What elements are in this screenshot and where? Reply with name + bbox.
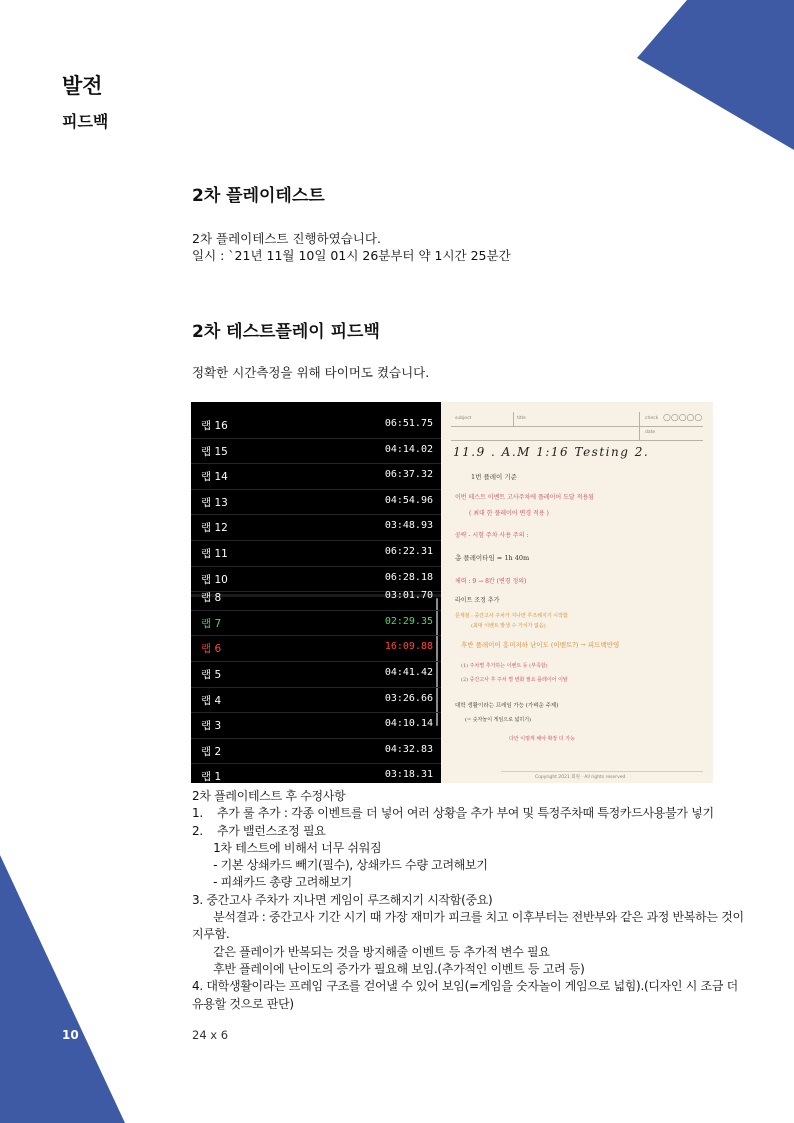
note-line: (1) 주차별 추가하는 이벤트 등 (부족함)	[461, 663, 548, 669]
note-line: (= 숫자놀이 게임으로 넓히기)	[465, 717, 531, 723]
lap-label: 랩 1	[201, 771, 222, 783]
lap-row	[191, 763, 441, 783]
lap-time: 16:09.88	[384, 641, 433, 653]
note-line: 총 플레이타임 = 1h 40m	[455, 554, 530, 562]
lap-row	[191, 738, 441, 765]
lap-label: 랩 15	[201, 445, 228, 458]
lap-label: 랩 16	[201, 420, 228, 432]
lap-time: 04:10.14	[384, 718, 433, 730]
revision-line: 유용할 것으로 판단)	[192, 996, 294, 1011]
page-code: 24 x 6	[192, 1028, 229, 1042]
lap-label: 랩 8	[201, 592, 222, 605]
note-line: 이번 테스트 이벤트 고사주차에 플레이어 도달 적용됨	[455, 494, 594, 501]
lap-time: 03:26.66	[384, 692, 433, 704]
stopwatch-screenshot	[191, 402, 441, 783]
revision-line: 1. 추가 룰 추가 : 각종 이벤트를 더 넣어 여러 상황을 추가 부여 및 특정주차때 특정카드사용불가 넣기	[192, 806, 714, 821]
lap-time: 03:48.93	[384, 520, 433, 532]
header-divider	[513, 412, 514, 426]
note-footer: Copyright 2021 회원 · All rights reserved	[535, 775, 626, 780]
revision-line: 분석결과 : 중간고사 기간 시기 때 가장 재미가 피크를 치고 이후부터는 전반부와 같은 과정 반복하는 것이	[192, 910, 744, 925]
lap-row	[191, 687, 441, 714]
revision-line: - 피쇄카드 총량 고려해보기	[192, 875, 352, 890]
note-line: ( 최대 한 플레이어 변경 적용 )	[469, 510, 549, 517]
handwritten-notes-image	[441, 402, 713, 783]
lap-time: 03:01.70	[384, 590, 433, 602]
lap-label: 랩 4	[201, 694, 222, 707]
lap-time: 04:54.96	[384, 494, 433, 506]
lap-label: 랩 7	[201, 617, 222, 630]
lap-label: 랩 14	[201, 471, 228, 484]
playtest-description	[192, 230, 511, 264]
section-title: 발전	[62, 74, 103, 98]
note-line: 후반 플레이어 흥미저하 난이도 (이벤트?) → 피드백반영	[461, 641, 620, 649]
playtest-heading: 2차 플레이테스트	[192, 186, 325, 206]
lap-label: 랩 13	[201, 496, 228, 509]
header-divider	[639, 412, 640, 440]
lap-label: 랩 3	[201, 720, 222, 733]
lap-label: 랩 11	[201, 548, 228, 560]
note-first-line: 11.9 . A.M 1:16 Testing 2.	[453, 445, 650, 459]
revisions-heading: 2차 플레이테스트 후 수정사항	[192, 789, 346, 803]
lap-row	[191, 540, 441, 567]
revision-line: 2. 추가 밸런스조정 필요	[192, 823, 326, 838]
lap-row	[191, 610, 441, 637]
note-line: 1번 플레이 기준	[471, 473, 517, 481]
feedback-heading: 2차 테스트플레이 피드백	[192, 322, 380, 342]
lap-time: 03:18.31	[384, 769, 433, 781]
revisions-list	[192, 788, 752, 1013]
note-line: 체력 : 9 → 8칸 (변경 정의)	[455, 578, 527, 585]
feedback-intro: 정확한 시간측정을 위해 타이머도 켰습니다.	[192, 365, 430, 380]
revision-line: 지루함.	[192, 927, 230, 942]
lap-time: 06:28.18	[384, 571, 433, 583]
lap-row	[191, 463, 441, 490]
lap-time: 06:51.75	[384, 418, 433, 429]
note-line: (2) 중간고사 후 주차 별 변화 필요 플레이어 이탈	[461, 677, 568, 683]
revision-line: 1차 테스트에 비해서 너무 쉬워짐	[192, 840, 382, 855]
note-line: 대학 생활이라는 프레임 가능 (가벼운 주제)	[455, 703, 559, 709]
header-rule	[451, 426, 703, 427]
lap-row	[191, 514, 441, 541]
note-line: (최대 이벤트 발생 수 가치가 없음)	[471, 623, 546, 629]
lap-row	[191, 489, 441, 516]
lap-row	[191, 661, 441, 688]
lap-time: 04:41.42	[384, 667, 433, 678]
note-line: 다만 이렇게 해야 확장 더 가능	[509, 736, 575, 742]
footer-rule	[501, 771, 703, 772]
lap-row	[191, 584, 441, 611]
lap-label: 랩 10	[201, 573, 228, 586]
corner-decoration-bottom-left	[0, 855, 125, 1123]
note-date-label: date	[645, 430, 656, 435]
lap-row	[191, 635, 441, 662]
revision-line: - 기본 상쇄카드 빼기(필수), 상쇄카드 수량 고려해보기	[192, 858, 488, 873]
revision-line: 3. 중간고사 주차가 지나면 게임이 루즈해지기 시작함(중요)	[192, 892, 493, 907]
revision-line: 4. 대학생활이라는 프레임 구조를 걷어낼 수 있어 보임(=게임을 숫자놀이 게임으로 넓힘).(디자인 시 조금 더	[192, 979, 738, 994]
note-subject-label: subject	[455, 416, 472, 421]
section-subtitle: 피드백	[62, 112, 109, 131]
playtest-line: 2차 플레이테스트 진행하였습니다.	[192, 231, 381, 246]
lap-time: 06:37.32	[384, 469, 433, 481]
note-line: 공략 - 시험 주차 사용 주의 :	[455, 532, 529, 539]
lap-label: 랩 6	[201, 643, 222, 656]
lap-label: 랩 5	[201, 669, 222, 681]
note-line: 문제점 : 중간고사 주차가 지나면 루즈해지기 시작함	[455, 613, 568, 619]
lap-time: 06:22.31	[384, 546, 433, 557]
header-rule	[451, 440, 703, 441]
revision-line: 같은 플레이가 반복되는 것을 방지해줄 이벤트 등 추가적 변수 필요	[192, 944, 550, 959]
lap-time: 04:14.02	[384, 443, 433, 455]
lap-row	[191, 438, 441, 465]
note-check-label: check	[645, 416, 659, 421]
check-circles-icon: ○○○○○	[663, 413, 703, 423]
lap-time: 04:32.83	[384, 743, 433, 755]
lap-label: 랩 12	[201, 522, 228, 535]
lap-row	[191, 712, 441, 739]
note-title-label: title	[517, 416, 526, 421]
note-line: 라이트 조정 추가	[455, 597, 500, 604]
lap-time: 02:29.35	[384, 615, 433, 627]
lap-row	[191, 412, 441, 439]
playtest-date-line: 일시 : `21년 11월 10일 01시 26분부터 약 1시간 25분간	[192, 248, 511, 263]
corner-decoration-top-right	[637, 0, 794, 150]
lap-label: 랩 2	[201, 745, 222, 758]
page-number: 10	[62, 1028, 79, 1042]
revision-line: 후반 플레이에 난이도의 증가가 필요해 보임.(추가적인 이벤트 등 고려 등)	[192, 961, 585, 976]
